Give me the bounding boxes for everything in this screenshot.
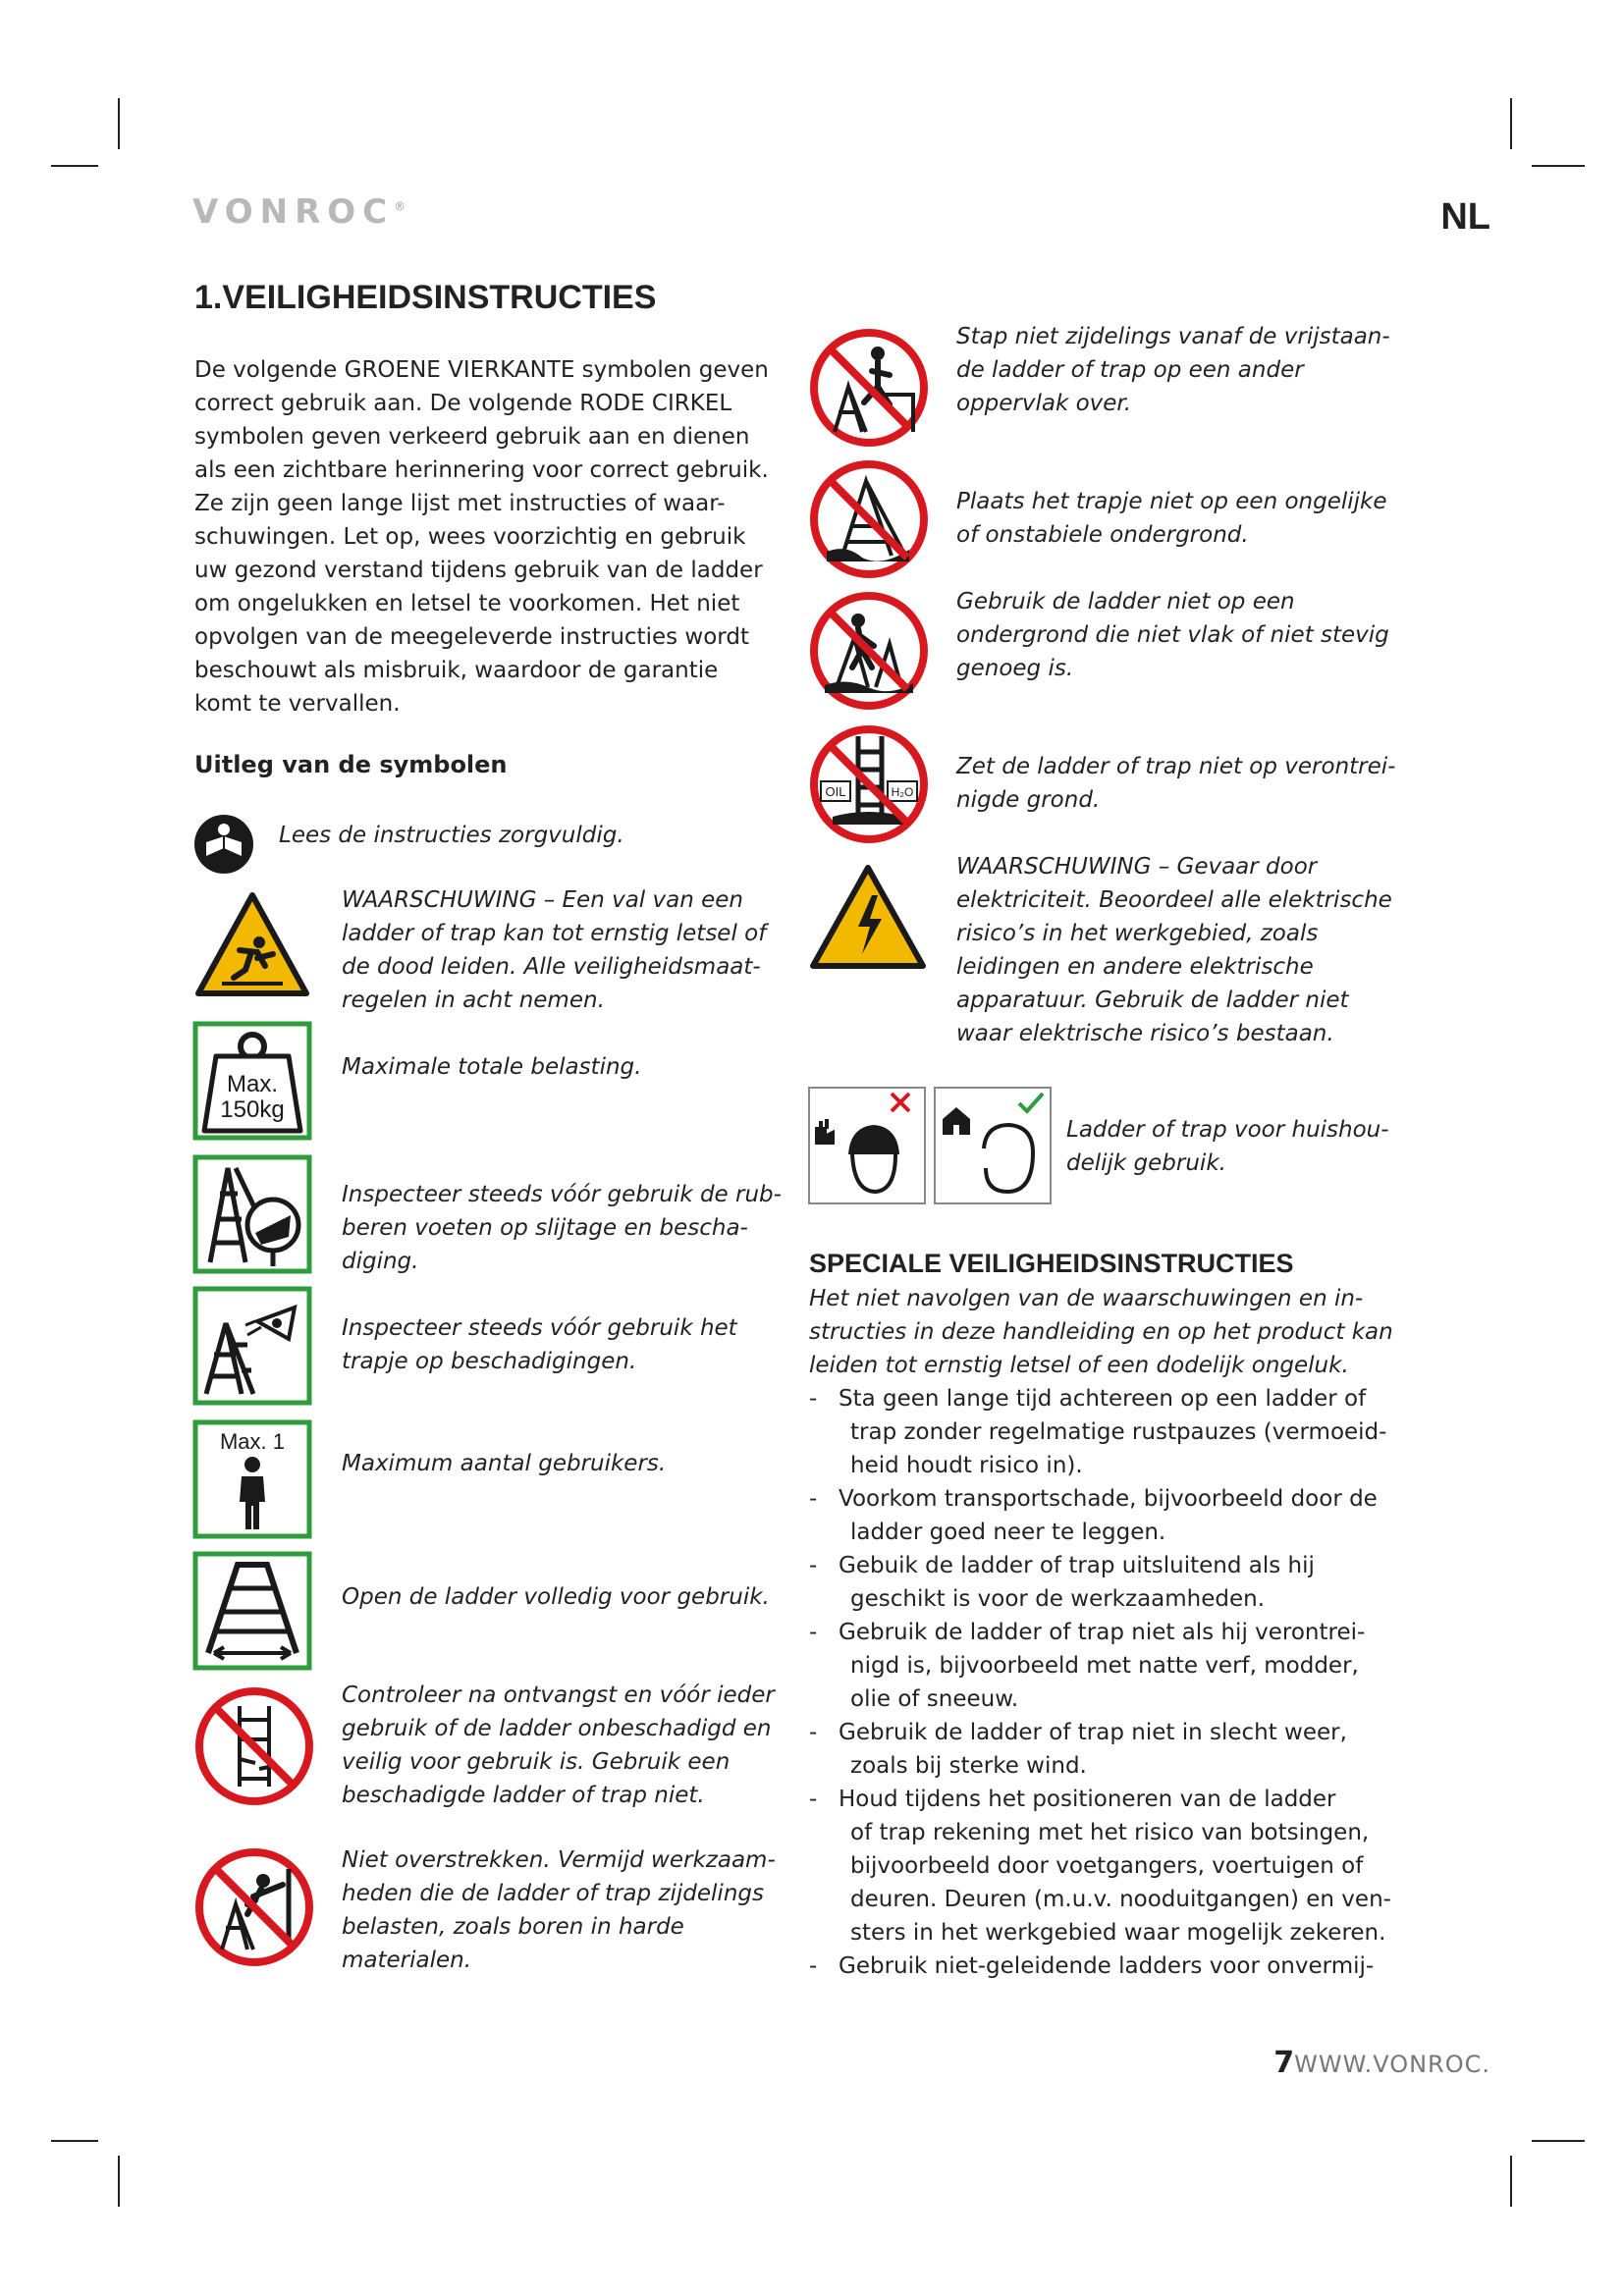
language-badge: NL <box>1440 196 1490 238</box>
inspect-ladder-icon <box>192 1286 312 1406</box>
list-item: - Gebuik de ladder of trap uitsluitend als hij geschikt is voor de werkzaamheden. <box>809 1553 1315 1612</box>
svg-text:OIL: OIL <box>825 784 846 799</box>
inspect-feet-icon <box>192 1154 312 1274</box>
intro-paragraph: De volgende GROENE VIERKANTE symbolen geven correct gebruik aan. De volgende RODE CIRKEL symbolen geven verkeerd gebruik aan en dienen als een zichtbare herinnering voor correct gebruik. Ze zijn geen lange lijst met instructies of waar- schuwingen. Let op, wees voorzichtig en gebruik uw gezond verstand tijdens gebruik van de ladder om ongelukken en letsel te voorkomen. Het niet opvolgen van de meegeleverde instructies wordt beschouwt als misbruik, waardoor de garantie komt te vervallen. <box>194 357 769 717</box>
footer-url: WWW.VONROC. <box>1294 2051 1490 2078</box>
list-item: - Voorkom transportschade, bijvoorbeeld door de ladder goed neer te leggen. <box>809 1486 1378 1545</box>
special-instructions-lead: Het niet navolgen van de waarschuwingen en in- structies in deze handleiding en op het product kan leiden tot ernstig letsel of een dodelijk ongeluk. <box>809 1286 1393 1378</box>
crop-mark <box>118 2156 120 2207</box>
no-overreach-icon <box>192 1845 316 1969</box>
svg-text:Max. 1: Max. 1 <box>219 1429 286 1454</box>
crop-mark <box>1532 165 1585 167</box>
brand-logo: VONROC® <box>192 192 406 232</box>
crop-mark <box>1510 2156 1512 2207</box>
list-item: - Sta geen lange tijd achtereen op een ladder of trap zonder regelmatige rustpauzes (vermoeid- heid houdt risico in). <box>809 1386 1387 1478</box>
no-side-step-icon <box>807 326 931 450</box>
symbol-caption: Ladder of trap voor huishou- delijk gebruik. <box>1066 1117 1389 1176</box>
special-instructions-heading: SPECIALE VEILIGHEIDSINSTRUCTIES <box>809 1249 1294 1278</box>
symbol-caption: WAARSCHUWING – Een val van een ladder of trap kan tot ernstig letsel of de dood leiden. Alle veiligheidsmaat- regelen in acht nemen. <box>342 887 767 1013</box>
max-load-icon <box>192 1021 312 1141</box>
no-contaminated-ground-icon <box>807 722 931 846</box>
symbol-caption: Controleer na ontvangst en vóór ieder gebruik of de ladder onbeschadigd en veilig voor gebruik is. Gebruik een beschadigde ladder of trap niet. <box>342 1682 775 1808</box>
symbol-caption: Plaats het trapje niet op een ongelijke of onstabiele ondergrond. <box>956 489 1387 548</box>
page-footer <box>1273 2046 1490 2080</box>
crop-mark <box>51 165 98 167</box>
symbol-caption: Open de ladder volledig voor gebruik. <box>342 1584 770 1610</box>
page-title: 1.VEILIGHEIDSINSTRUCTIES <box>194 279 657 316</box>
symbol-caption: Gebruik de ladder niet op een ondergrond die niet vlak of niet stevig genoeg is. <box>956 589 1389 681</box>
electricity-warning-icon <box>807 862 929 974</box>
symbols-heading: Uitleg van de symbolen <box>194 751 508 778</box>
symbol-caption: Stap niet zijdelings vanaf de vrijstaan- de ladder of trap op een ander oppervlak over. <box>956 324 1390 416</box>
open-fully-icon <box>192 1551 312 1671</box>
symbol-caption: Niet overstrekken. Vermijd werkzaam- heden die de ladder of trap zijdelings belasten, zoals boren in harde materialen. <box>342 1847 776 1973</box>
svg-text:150kg: 150kg <box>220 1096 285 1123</box>
svg-text:Max.: Max. <box>226 1071 279 1097</box>
symbol-caption: Inspecteer steeds vóór gebruik de rub- beren voeten op slijtage en bescha- diging. <box>342 1182 782 1274</box>
crop-mark <box>51 2140 98 2142</box>
crop-mark <box>1532 2140 1585 2142</box>
damaged-ladder-icon <box>192 1684 316 1808</box>
household-use-icon <box>807 1086 1055 1205</box>
crop-mark <box>118 98 120 149</box>
symbol-caption: Zet de ladder of trap niet op verontrei- nigde grond. <box>956 754 1396 813</box>
read-manual-icon <box>192 813 255 876</box>
list-item: - Gebruik de ladder of trap niet als hij verontrei- nigd is, bijvoorbeeld met natte verf, modder, olie of sneeuw. <box>809 1620 1366 1712</box>
crop-mark <box>1510 98 1512 149</box>
list-item: - Gebruik de ladder of trap niet in slecht weer, zoals bij sterke wind. <box>809 1720 1347 1779</box>
fall-warning-icon <box>192 889 312 999</box>
symbol-caption: Inspecteer steeds vóór gebruik het trapje op beschadigingen. <box>342 1315 737 1374</box>
page-number: 7 <box>1273 2046 1295 2080</box>
symbol-caption: WAARSCHUWING – Gevaar door elektriciteit. Beoordeel alle elektrische risico’s in het werkgebied, zoals leidingen en andere elektrische apparatuur. Gebruik de ladder niet waar elektrische risico’s bestaan. <box>956 854 1392 1046</box>
no-uneven-ground-icon <box>807 457 931 581</box>
symbol-caption: Maximale totale belasting. <box>342 1054 642 1080</box>
symbol-caption: Maximum aantal gebruikers. <box>342 1451 667 1476</box>
list-item: - Houd tijdens het positioneren van de ladder of trap rekening met het risico van botsingen, bijvoorbeeld door voetgangers, voertuigen of deuren. Deuren (m.u.v. nooduitgangen) en ven- sters in het werkgebied waar mogelijk zekeren. <box>809 1787 1391 1946</box>
no-soft-ground-icon <box>807 589 931 713</box>
svg-text:H₂O: H₂O <box>891 785 914 799</box>
max-users-icon <box>192 1419 312 1539</box>
symbol-caption: Lees de instructies zorgvuldig. <box>279 823 624 848</box>
list-item: - Gebruik niet-geleidende ladders voor onvermij- <box>809 1953 1375 1979</box>
